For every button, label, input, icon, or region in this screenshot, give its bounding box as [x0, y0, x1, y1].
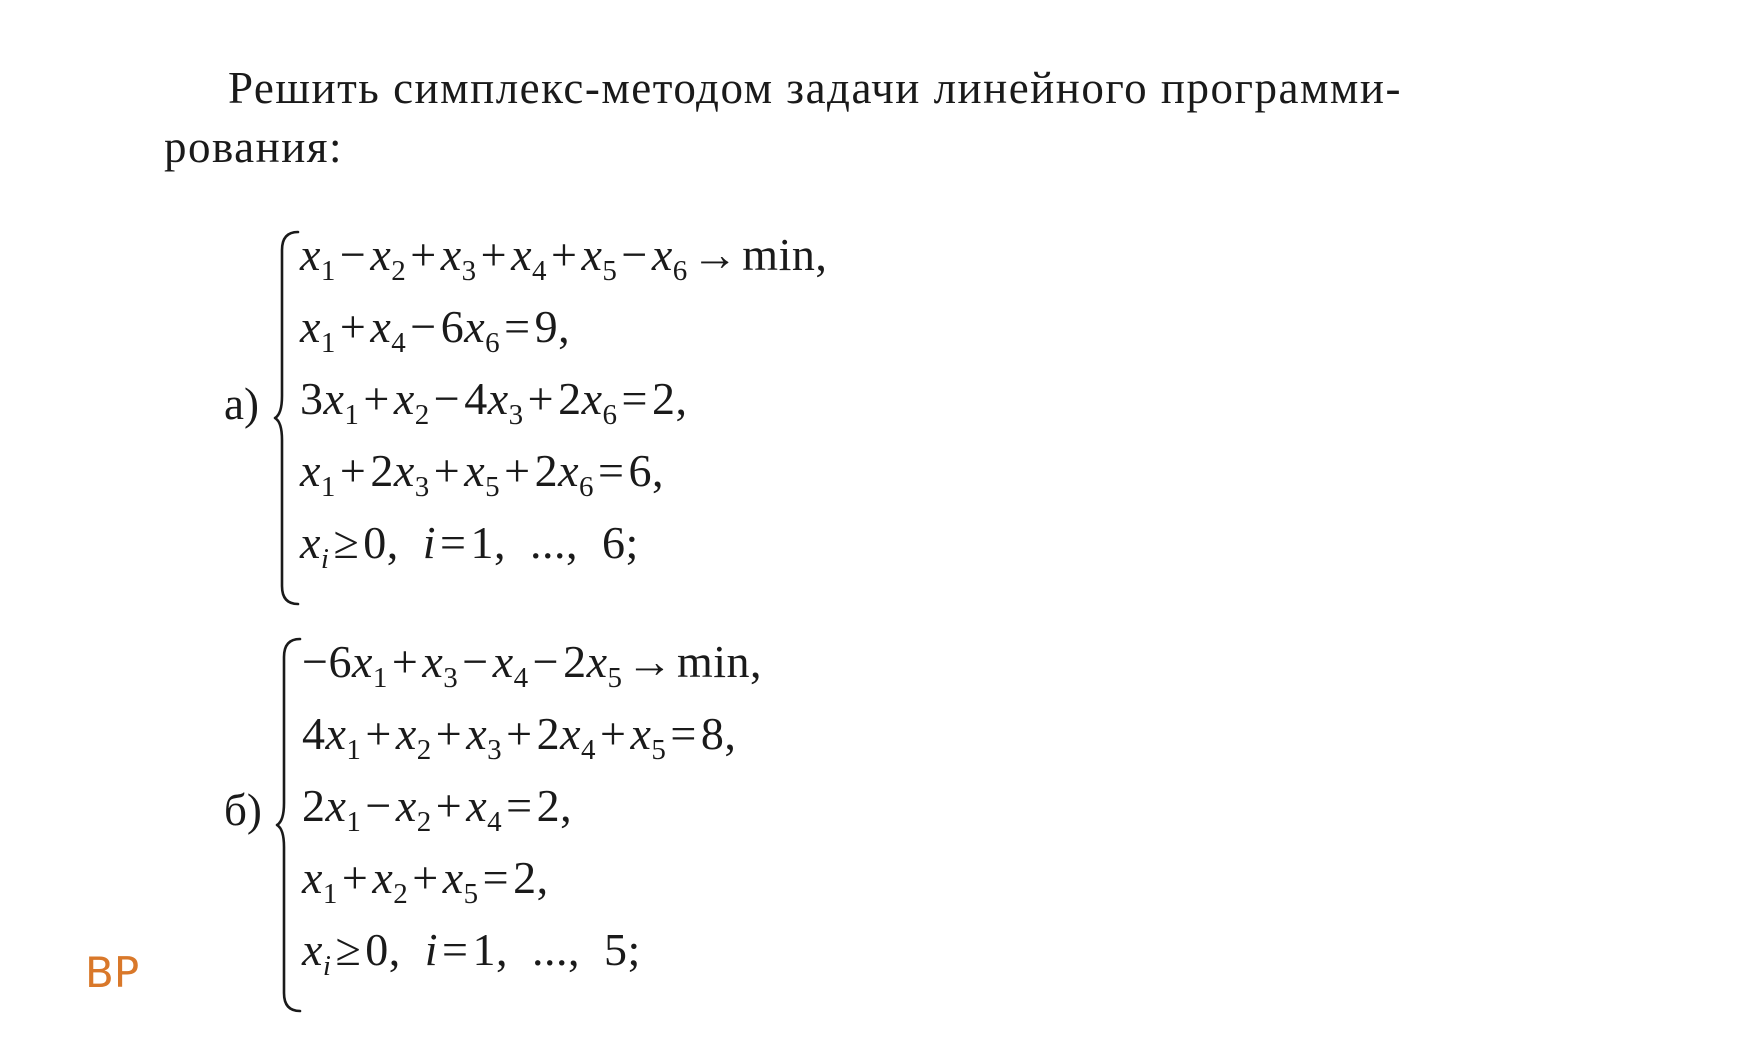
problem-b-objective: $-6x_1+x_3-x_4-2x_5\to\min$, [302, 636, 763, 694]
problem-a-nonnegativity: $x_i\ge 0$, i=1, ..., 6; [300, 517, 639, 575]
corner-mark: BP [85, 948, 140, 997]
problem-a-constraint-2: $3x_1+x_2-4x_3+2x_6=2$, [300, 373, 688, 431]
task-statement-line-2: рования: [164, 122, 343, 172]
problem-b-label: б) [224, 785, 262, 835]
problem-b-constraint-2: $2x_1-x_2+x_4=2$, [302, 780, 573, 838]
task-statement-line-1: Решить симплекс-методом задачи линейного программи- [228, 63, 1402, 113]
problem-a-constraint-3: $x_1+2x_3+x_5+2x_6=6$, [300, 445, 664, 503]
problem-b-constraint-3: $x_1+x_2+x_5=2$, [302, 852, 549, 910]
problem-b-constraint-1: $4x_1+x_2+x_3+2x_4+x_5=8$, [302, 708, 737, 766]
problem-a-label: а) [224, 379, 259, 429]
problem-b-nonnegativity: $x_i\ge 0$, i=1, ..., 5; [302, 924, 641, 982]
problem-a-objective: $x_1-x_2+x_3+x_4+x_5-x_6\to\min$, [300, 229, 828, 287]
problem-a-constraint-1: $x_1+x_4-6x_6=9$, [300, 301, 571, 359]
